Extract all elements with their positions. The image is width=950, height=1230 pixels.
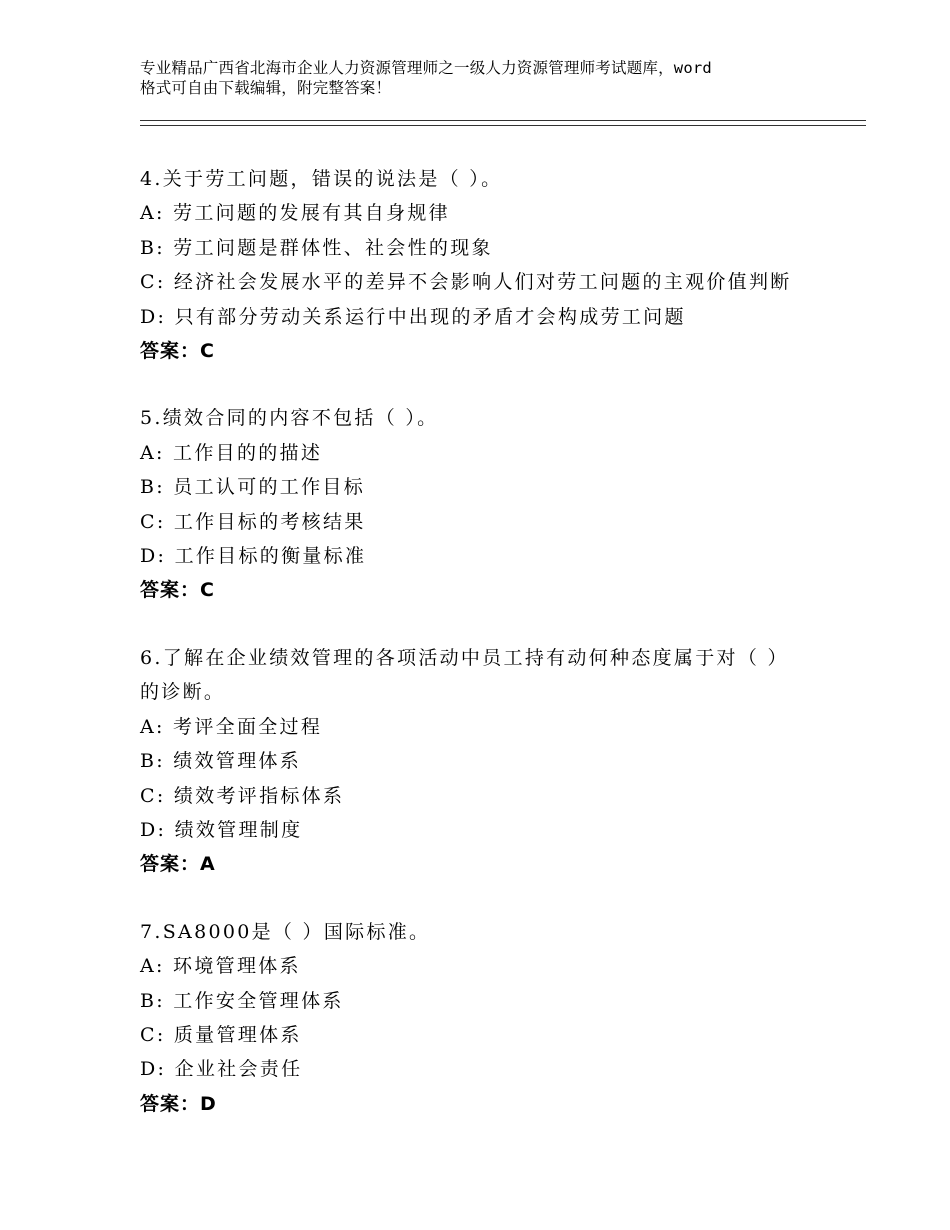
question-5 xyxy=(140,401,820,607)
document-header xyxy=(140,58,840,98)
question-title: 4.关于劳工问题，错误的说法是（ ）。 xyxy=(140,168,503,190)
question-4 xyxy=(140,162,820,368)
question-title: 5.绩效合同的内容不包括（ ）。 xyxy=(140,407,439,430)
answer-text: 答案：D xyxy=(140,1092,217,1115)
question-title: 7.SA8000是（ ）国际标准。 xyxy=(140,920,431,943)
option-b: B: 工作安全管理体系 xyxy=(140,989,344,1012)
answer-text: 答案：C xyxy=(140,579,215,602)
option-c: C: 经济社会发展水平的差异不会影响人们对劳工问题的主观价值判断 xyxy=(140,271,792,294)
option-a: A: 考评全面全过程 xyxy=(140,715,323,738)
option-a: A: 劳工问题的发展有其自身规律 xyxy=(140,202,450,225)
option-d: D: 工作目标的衡量标准 xyxy=(140,545,367,568)
option-d: D: 企业社会责任 xyxy=(140,1058,303,1081)
question-6 xyxy=(140,641,820,882)
header-title-line-1: 专业精品广西省北海市企业人力资源管理师之一级人力资源管理师考试题库，word xyxy=(140,59,712,77)
question-title: 6.了解在企业绩效管理的各项活动中员工持有动何种态度属于对（ ）的诊断。 xyxy=(140,646,789,704)
option-d: D: 只有部分劳动关系运行中出现的矛盾才会构成劳工问题 xyxy=(140,305,686,328)
option-b: B: 员工认可的工作目标 xyxy=(140,476,366,499)
option-b: B: 绩效管理体系 xyxy=(140,750,302,773)
option-c: C: 绩效考评指标体系 xyxy=(140,784,345,807)
option-a: A: 工作目的的描述 xyxy=(140,441,323,464)
option-d: D: 绩效管理制度 xyxy=(140,818,303,841)
question-7 xyxy=(140,915,820,1121)
answer-text: 答案：C xyxy=(140,340,215,363)
option-c: C: 工作目标的考核结果 xyxy=(140,510,366,533)
option-b: B: 劳工问题是群体性、社会性的现象 xyxy=(140,236,493,259)
header-title-line-2: 格式可自由下载编辑，附完整答案！ xyxy=(140,79,392,97)
answer-text: 答案：A xyxy=(140,853,216,876)
option-a: A: 环境管理体系 xyxy=(140,955,301,978)
question-list xyxy=(140,162,820,1154)
header-divider xyxy=(140,120,866,126)
option-c: C: 质量管理体系 xyxy=(140,1023,302,1046)
